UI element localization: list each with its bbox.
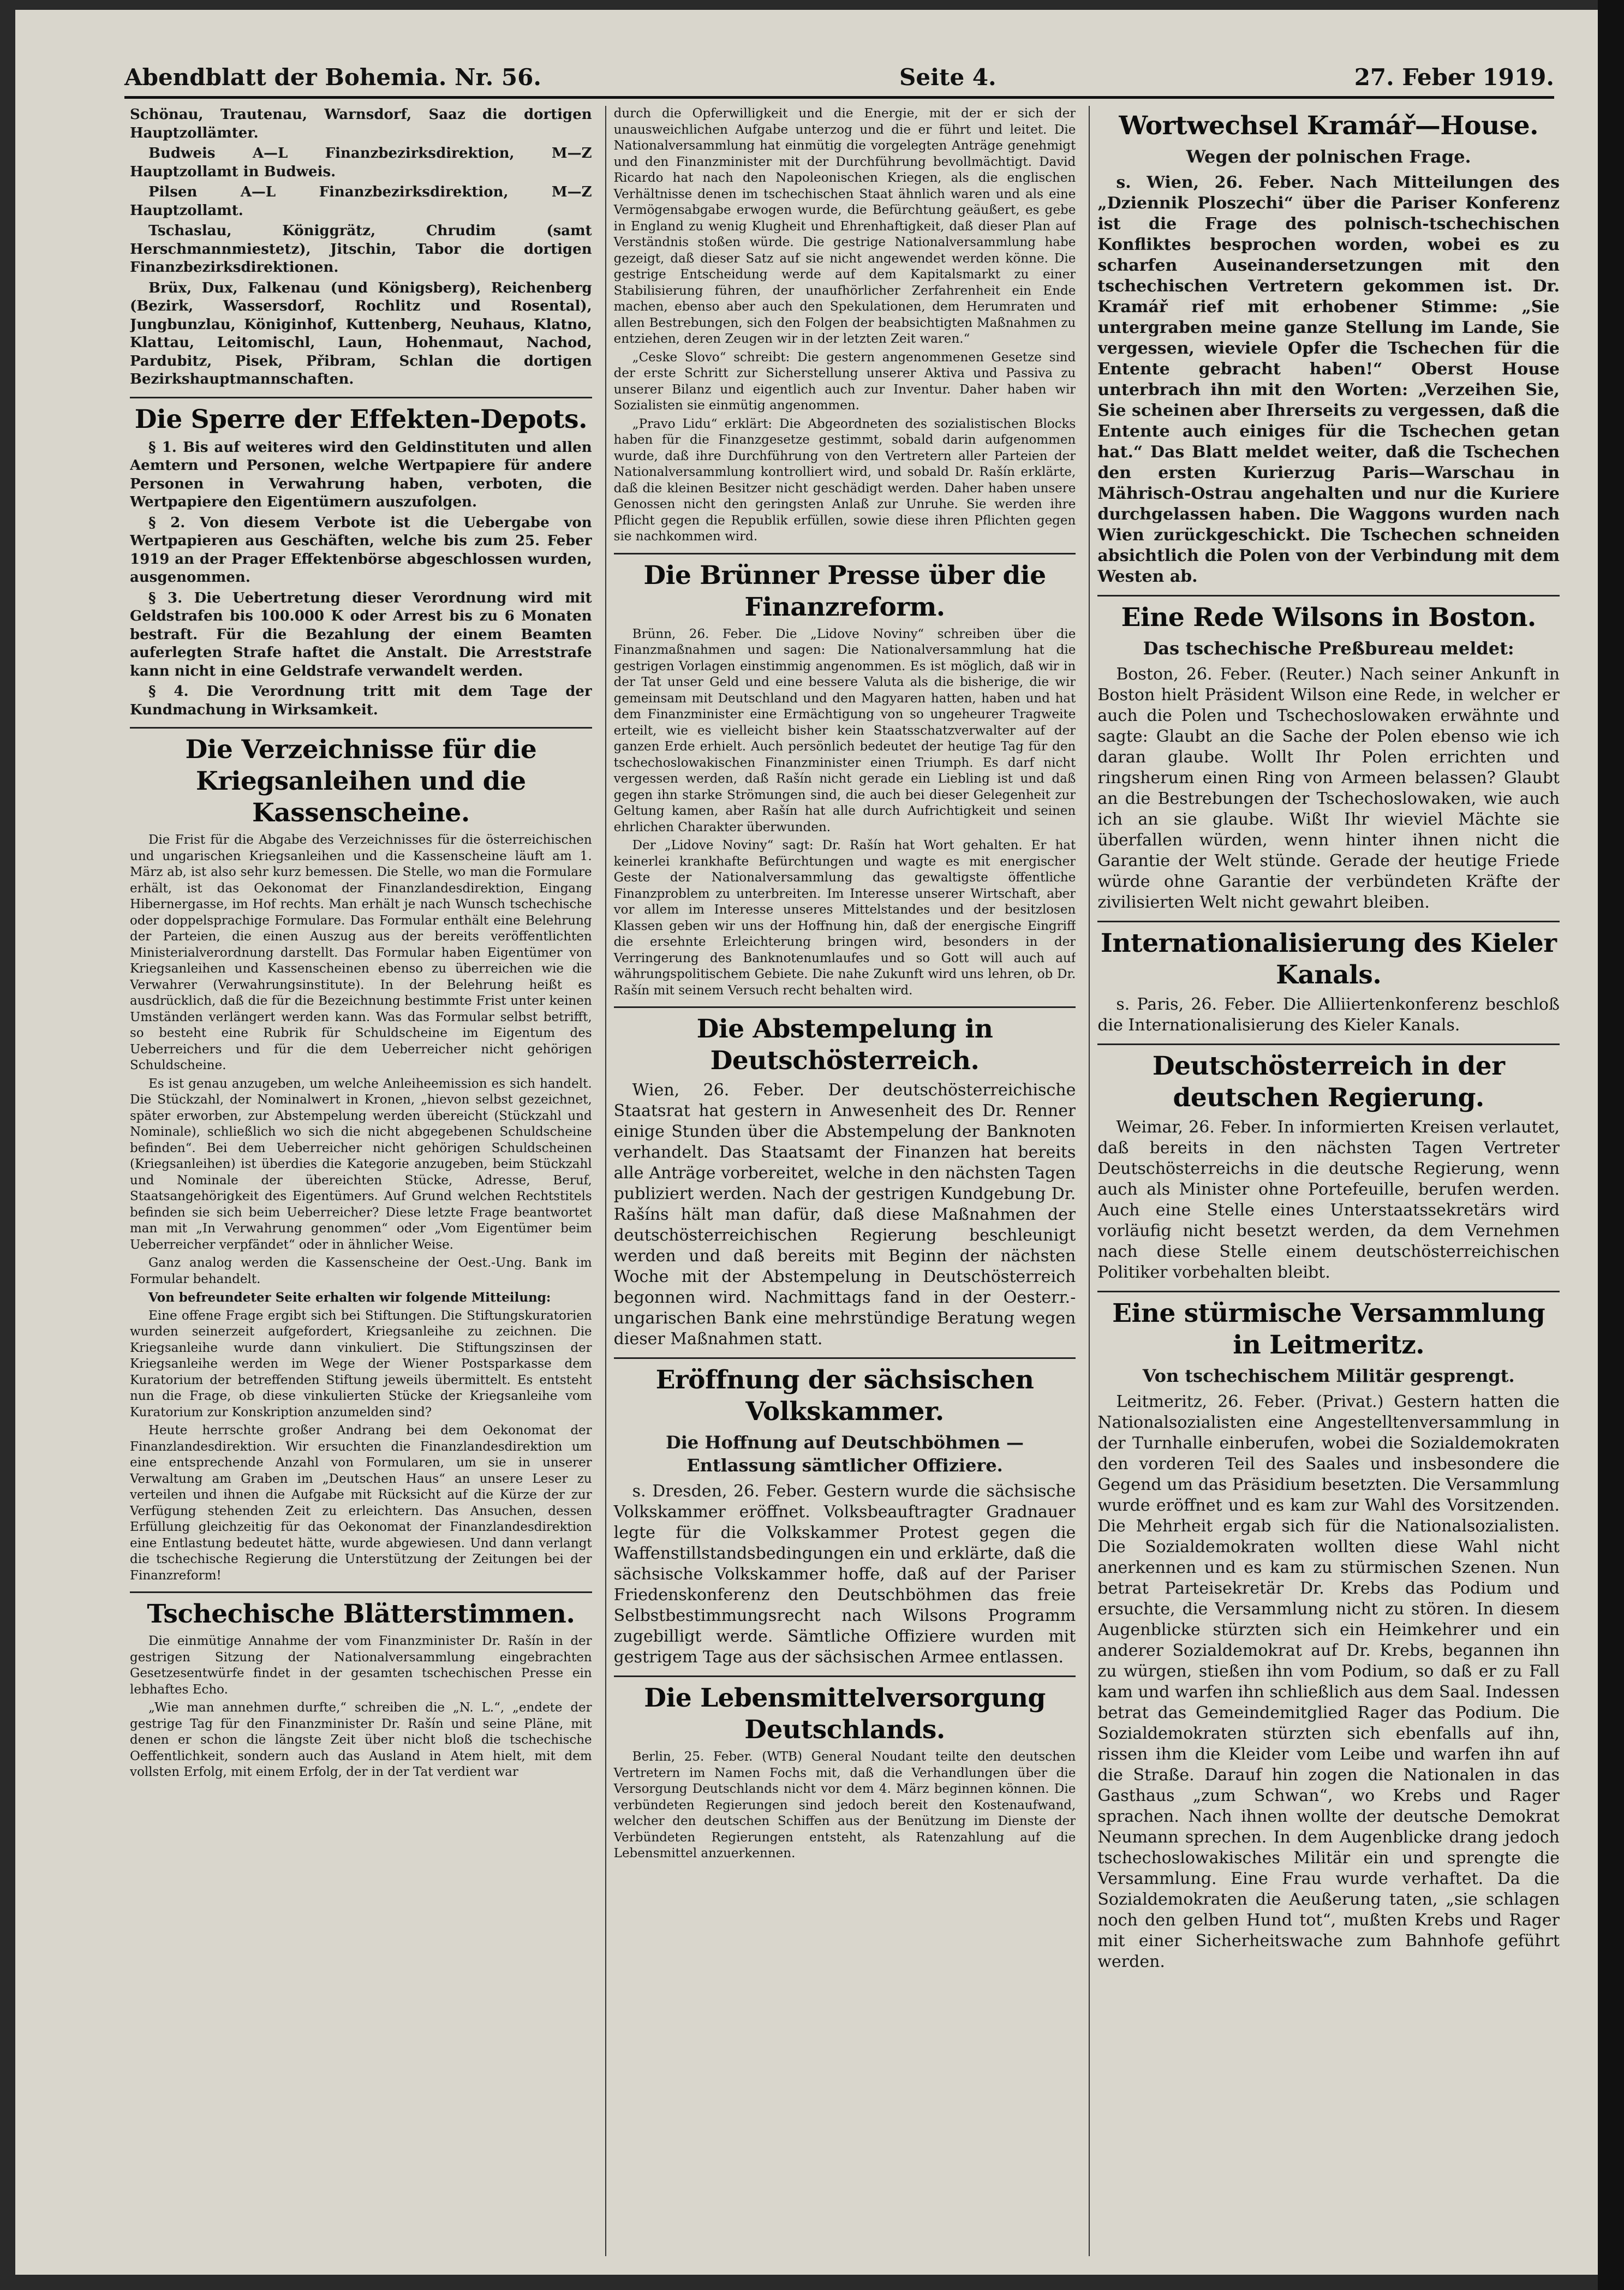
divider <box>130 397 592 398</box>
headline-tschechische-blaetter: Tschechische Blätterstimmen. <box>147 1599 575 1629</box>
divider <box>130 727 592 729</box>
divider <box>1097 1291 1560 1292</box>
intro-paragraph: Budweis A—L Finanzbezirksdirektion, M—Z Hauptzollamt in Budweis. <box>130 145 592 180</box>
header-page-number: Seite 4. <box>899 63 996 91</box>
headline-leitmeritz: Eine stürmische Versammlung in Leitmeritz. <box>1112 1298 1545 1360</box>
article-paragraph: Die einmütige Annahme der vom Finanzminister Dr. Rašín in der gestrigen Sitzung der Nationalversammlung eingebrachten Gesetzesentwürfe findet in der gesamten tschechischen Presse ein lebhaftes Echo. <box>130 1634 592 1697</box>
divider <box>614 553 1076 554</box>
divider <box>1097 921 1560 922</box>
divider <box>130 1591 592 1593</box>
article-paragraph: Brünn, 26. Feber. Die „Lidove Noviny“ schreiben über die Finanzmaßnahmen und sagen: Die Nationalversammlung hat die gestrigen Vorlagen einstimmig angenommen. Es ist möglich, daß wir in der Tat unser Geld und eine bessere Valuta als die bisherige, die wir gemeinsam mit Deutschland und den Magyaren hatten, haben und hat dem Finanzminister eine Ermächtigung von so ungeheurer Tragweite erteilt, wie es vielleicht bisher kein Staatsschatzverwalter auf der ganzen Erde erhielt. Auch persönlich bedeutet der heutige Tag für den tschechoslowakischen Finanzminister einen Triumph. Es darf nicht vergessen werden, daß Rašín nicht gerade ein Liebling ist und daß gegen ihn starke Strömungen sind, die auch bei dieser Gelegenheit zur Geltung kamen, aber Rašín hat alle durch Aufrichtigkeit und seinen ehrlichen Charakter überwunden. <box>613 627 1076 834</box>
header-masthead: Abendblatt der Bohemia. Nr. 56. <box>124 63 541 91</box>
article-paragraph: Es ist genau anzugeben, um welche Anleiheemission es sich handelt. Die Stückzahl, der Nominalwert in Kronen, „hievon selbst gezeichnet, später erworben, zur Abstempelung werden übereicht (Stückzahl und Nominale), schließlich wo sich die nicht abgegebenen Schuldscheine befinden“. Bei dem Ueberreicher nicht gehörigen Schuldscheinen (Kriegsanleihen) ist überdies die Kategorie anzugeben, beim Stückzahl und Nominale der übereichten Stücke, Adresse, Beruf, Staatsangehörigkeit des Eigentümers. Auf Grund welchen Rechtstitels befinden sie sich beim Ueberreicher? Diese letzte Frage beantwortet man mit „In Verwahrung genommen“ oder „Vom Eigentümer beim Ueberreicher verpfändet“ oder in ähnlicher Weise. <box>130 1076 592 1252</box>
divider <box>1097 595 1560 597</box>
article-paragraph: § 3. Die Uebertretung dieser Verordnung wird mit Geldstrafen bis 100.000 K oder Arrest bis zu 6 Monaten bestraft. Für die Bezahlung der einem Beamten auferlegten Strafe haftet die Anstalt. Die Arreststrafe kann nicht in eine Geldstrafe verwandelt werden. <box>130 589 592 679</box>
article-paragraph: „Pravo Lidu“ erklärt: Die Abgeordneten des sozialistischen Blocks haben für die Finanzgesetze gestimmt, sobald darin aufgenommen wurde, daß ihre Durchführung von den Vertretern aller Parteien der Nationalversammlung kontrolliert wird, und sobald Dr. Rašín erklärte, daß die kleinen Besitzer nicht geschädigt werden. Daher haben unsere Genossen nicht den geringsten Anlaß zur Unruhe. Sie werden ihre Pflicht gegen die Republik erfüllen, sowie diese ihren Pflichten gegen sie nachkommen wird. <box>613 416 1076 544</box>
subheadline: Wegen der polnischen Frage. <box>1186 146 1471 167</box>
subheadline: Das tschechische Preßbureau meldet: <box>1143 638 1514 659</box>
divider <box>614 1357 1076 1359</box>
article-paragraph: Der „Lidove Noviny“ sagt: Dr. Rašín hat Wort gehalten. Er hat keinerlei krankhafte Befürchtungen und wagte es mit energischer Geste der Nationalversammlung das gewaltigste öffentliche Finanzproblem zu unterbreiten. Im Interesse unserer Wirtschaft, aber vor allem im Interesse unseres Mittelstandes und der besitzlosen Klassen geben wir uns der Hoffnung hin, daß der energische Eingriff die ersehnte Erleichterung bringen wird, besonders in der Verringerung des Banknotenumlaufes und so Gott will auch auf währungspolitischem Gebiete. Die nahe Zukunft wird uns lehren, ob Dr. Rašín mit seinem Versuch recht behalten wird. <box>613 838 1076 998</box>
divider <box>614 1006 1076 1008</box>
intro-paragraph: Schönau, Trautenau, Warnsdorf, Saaz die dortigen Hauptzollämter. <box>130 106 592 141</box>
article-paragraph: Berlin, 25. Feber. (WTB) General Noudant teilte den deutschen Vertretern im Namen Fochs mit, daß die Verhandlungen über die Versorgung Deutschlands nicht vor dem 4. März beginnen können. Die verbündeten Regierungen sind jedoch bereit den Kostenaufwand, welcher den deutschen Schiffen aus der Benützung im Dienste der Verbündeten Regierungen entsteht, als Ratenzahlung auf die Lebensmittel anzuerkennen. <box>613 1750 1076 1860</box>
intro-paragraph: Pilsen A—L Finanzbezirksdirektion, M—Z Hauptzollamt. <box>130 184 592 219</box>
headline-abstempelung: Die Abstempelung in Deutschösterreich. <box>696 1014 993 1076</box>
headline-saechsische-volkskammer: Eröffnung der sächsischen Volkskammer. <box>655 1365 1034 1427</box>
article-paragraph: Die Frist für die Abgabe des Verzeichnisses für die österreichischen und ungarischen Kriegsanleihen und die Kassenscheine läuft am 1. März ab, ist also sehr kurz bemessen. Die Stelle, wo man die Formulare erhält, ist das Oekonomat der Finanzlandesdirektion, Eingang Hibernergasse, im Hof rechts. Man erhält je nach Wunsch tschechische oder doppelsprachige Formulare. Das Formular enthält eine Belehrung der Parteien, die einen Auszug aus der bereits veröffentlichten Ministerialverordnung darstellt. Das Formular haben Eigentümer von Kriegsanleihen und Kassenscheinen ebenso zu überreichen wie die Verwahrer (Verwahrungsinstitute). In der Belehrung heißt es ausdrücklich, daß die für die Bezeichnung bestimmte Frist unter keinen Umständen verlängert werden kann. Was das Formular selbst betrifft, so besteht eine Rubrik für Schuldscheine im Eigentum des Ueberreichers und für die dem Ueberreicher nicht gehörigen Schuldscheine. <box>130 833 592 1072</box>
article-paragraph: Ganz analog werden die Kassenscheine der Oest.-Ung. Bank im Formular behandelt. <box>130 1256 592 1286</box>
article-paragraph: „Wie man annehmen durfte,“ schreiben die „N. L.“, „endete der gestrige Tag für den Finanzminister Dr. Rašín und seine Pläne, mit denen er schon die längste Zeit über nicht bloß die tschechische Oeffentlichkeit, sondern auch das Ausland in Atem hielt, mit dem vollsten Erfolg, mit einem Erfolg, der in der Tat verdient war <box>130 1701 592 1779</box>
article-paragraph: s. Dresden, 26. Feber. Gestern wurde die sächsische Volkskammer eröffnet. Volksbeauftragter Gradnauer legte für die Volkskammer Protest gegen die Waffenstillstandsbedingungen ein und erklärte, daß die sächsische Volkskammer hoffe, daß auf der Pariser Friedenskonferenz den Deutschböhmen das freie Selbstbestimmungsrecht nach Wilsons Programm zugebilligt werde. Sämtliche Offiziere wurden mit gestrigem Tage aus der sächsischen Armee entlassen. <box>613 1482 1076 1667</box>
divider <box>614 1675 1076 1677</box>
article-paragraph: s. Paris, 26. Feber. Die Alliiertenkonferenz beschloß die Internationalisierung des Kieler Kanals. <box>1097 995 1560 1035</box>
article-paragraph: durch die Opferwilligkeit und die Energie, mit der er sich der unausweichlichen Aufgabe unterzog und die er führt und leitet. Die Nationalversammlung hat einmütig die vorgelegten Anträge genehmigt und den Finanzminister mit der Durchführung bevollmächtigt. David Ricardo hat nach den Napoleonischen Kriegen, als die englischen Verhältnisse denen im tschechischen Staat ähnlich waren und als eine Vermögensabgabe erwogen wurde, die Befürchtung geäußert, es gebe in England zu wenig Klugheit und Ehrenhaftigkeit, daß dieser Plan auf Verständnis stoßen würde. Die gestrige Nationalversammlung habe gezeigt, daß dieser Satz auf sie nicht angewendet werden könne. Die gestrige Entscheidung werde auf dem Kapitalsmarkt zu einer Stabilisierung führen, der unaufhörlicher Zerfahrenheit ein Ende machen, ebenso aber auch den Spekulationen, dem Herumraten und allen Bestrebungen, sich den Folgen der beabsichtigten Maßnahmen zu entziehen, deren Zeugen wir in der letzten Zeit waren.“ <box>613 106 1076 346</box>
headline-lebensmittelversorgung: Die Lebensmittelversorgung Deutschlands. <box>644 1683 1046 1745</box>
article-paragraph: § 2. Von diesem Verbote ist die Uebergabe von Wertpapieren aus Geschäften, welche bis zum 25. Feber 1919 an der Prager Effektenbörse abgeschlossen wurden, ausgenommen. <box>130 514 592 586</box>
header-date: 27. Feber 1919. <box>1354 63 1554 91</box>
article-paragraph: Leitmeritz, 26. Feber. (Privat.) Gestern hatten die Nationalsozialisten eine Angestelltenversammlung in der Turnhalle einberufen, wobei die Sozialdemokraten den vorderen Teil des Saales und insbesondere die Gegend um das Präsidium besetzten. Die Versammlung wurde eröffnet und es kam zur Wahl des Vorsitzenden. Die Mehrheit ergab sich für die Nationalsozialisten. Die Sozialdemokraten wollten diese Wahl nicht anerkennen und es kam zu stürmischen Szenen. Nun betrat Parteisekretär Dr. Krebs das Podium und ersuchte, die Versammlung nicht zu stören. In diesem Augenblicke stürzten sich ein Heimkehrer und ein anderer Sozialdemokrat auf Dr. Krebs, begannen ihn zu würgen, stießen ihn vom Podium, so daß er zu Fall kam und warfen ihn schließlich aus dem Saal. Indessen betrat das Gemeindemitglied Rager das Podium. Die Sozialdemokraten stürzten sich ebenfalls auf ihn, rissen ihm die Kleider vom Leibe und warfen ihn auf die Straße. Darauf hin zogen die Nationalen in das Gasthaus „zum Schwan“, wo Krebs und Rager sprachen. Nach ihnen wollte der deutsche Demokrat Neumann sprechen. In dem Augenblicke drang jedoch tschechoslowakisches Militär ein und sprengte die Versammlung. Eine Frau wurde verhaftet. Da die Sozialdemokraten die Aeußerung taten, „sie schlagen noch den gelben Hund tot“, mußten Krebs und Rager mit einer Sicherheitswache zum Bahnhofe geführt werden. <box>1097 1392 1560 1971</box>
newspaper-page <box>15 10 1598 2275</box>
headline-deutschoesterreich-regierung: Deutschösterreich in der deutschen Regierung. <box>1152 1051 1505 1113</box>
running-header <box>124 58 1554 99</box>
article-paragraph: „Ceske Slovo“ schreibt: Die gestern angenommenen Gesetze sind der erste Schritt zur Sicherstellung unserer Aktiva und Passiva zu unserer Bilanz und eigentlich auch zur Inventur. Daher haben wir Sozialisten sie einmütig angenommen. <box>613 350 1076 413</box>
article-paragraph: s. Wien, 26. Feber. Nach Mitteilungen des „Dziennik Ploszechi“ über die Pariser Konferenz ist die Frage des polnisch-tschechischen Konfliktes besprochen worden, wobei es zu scharfen Auseinandersetzungen mit den tschechischen Vertretern gekommen ist. Dr. Kramář rief mit erhobener Stimme: „Sie untergraben meine ganze Stellung im Lande, Sie vergessen, wieviele Opfer die Tschechen für die Entente gebracht haben!“ Oberst House unterbrach ihn mit den Worten: „Verzeihen Sie, Sie scheinen aber Ihrerseits zu vergessen, daß die Entente auch einiges für die Tschechen getan hat.“ Das Blatt meldet weiter, daß die Tschechen den ersten Kurierzug Paris—Warschau in Mährisch-Ostrau angehalten und nur die Kuriere durchgelassen haben. Die Waggons wurden nach Wien zurückgeschickt. Die Tschechen schneiden absichtlich die Polen von der Verbindung mit dem Westen ab. <box>1097 173 1560 586</box>
article-paragraph: Eine offene Frage ergibt sich bei Stiftungen. Die Stiftungskuratorien wurden seinerzeit aufgefordert, Kriegsanleihe zu zeichnen. Die Kriegsanleihe wurde dann vinkuliert. Die Stiftungszinsen der Kriegsanleihe werden im Wege der Wiener Postsparkasse dem Kuratorium der betreffenden Stiftung jeweils übermittelt. Es entsteht nun die Frage, ob diese vinkulierten Stücke der Kriegsanleihe vom Kuratorium zur Konskription anzumelden sind? <box>130 1308 592 1420</box>
headline-kieler-kanal: Internationalisierung des Kieler Kanals. <box>1100 928 1557 990</box>
column-2 <box>605 106 1076 2256</box>
headline-bruenner-presse: Die Brünner Presse über die Finanzreform. <box>643 560 1046 622</box>
headline-wilson-boston: Eine Rede Wilsons in Boston. <box>1121 603 1536 633</box>
headline-verzeichnisse: Die Verzeichnisse für die Kriegsanleihen und die Kassenscheine. <box>185 735 537 828</box>
subheadline: Die Hoffnung auf Deutschböhmen — Entlassung sämtlicher Offiziere. <box>666 1432 1024 1476</box>
intro-paragraph: Brüx, Dux, Falkenau (und Königsberg), Reichenberg (Bezirk, Wassersdorf, Rochlitz und Rosental), Jungbunzlau, Königinhof, Kuttenberg, Neuhaus, Klatno, Klattau, Leitomischl, Laun, Hohenmaut, Nachod, Pardubitz, Pisek, Přibram, Schlan die dortigen Bezirkshauptmannschaften. <box>130 279 592 387</box>
scan-edge <box>1598 0 1624 2290</box>
columns <box>130 106 1560 2256</box>
headline-effekten-sperre: Die Sperre der Effekten-Depots. <box>134 404 587 434</box>
subheadline: Von tschechischem Militär gesprengt. <box>1142 1365 1515 1386</box>
article-paragraph: § 4. Die Verordnung tritt mit dem Tage der Kundmachung in Wirksamkeit. <box>130 683 592 718</box>
intro-paragraph: Tschaslau, Königgrätz, Chrudim (samt Herschmannmiestetz), Jitschin, Tabor die dortigen Finanzbezirksdirektionen. <box>130 223 592 276</box>
article-paragraph: Von befreundeter Seite erhalten wir folgende Mitteilung: <box>148 1290 551 1305</box>
article-paragraph: Heute herrschte großer Andrang bei dem Oekonomat der Finanzlandesdirektion. Wir ersuchten die Finanzlandesdirektion um eine entsprechende Anzahl von Formularen, um sie in unserer Verwaltung am Graben im „Deutschen Haus“ an unsere Leser zu verteilen und ihnen die Aufgabe mit Rücksicht auf die Kürze der zur Verfügung stehenden Zeit zu erleichtern. Das Ansuchen, dessen Erfüllung gleichzeitig für das Oekonomat der Finanzlandesdirektion eine Entlastung bedeutet hätte, wurde abgewiesen. Und dann verlangt die tschechische Regierung die Unterstützung der Zeitungen bei der Finanzreform! <box>130 1423 592 1583</box>
divider <box>1097 1043 1560 1045</box>
article-paragraph: Wien, 26. Feber. Der deutschösterreichische Staatsrat hat gestern in Anwesenheit des Dr. Renner einige Stunden über die Abstempelung der Banknoten verhandelt. Das Staatsamt der Finanzen hat bereits alle Anträge vorbereitet, welche in den nächsten Tagen publiziert werden. Nach der gestrigen Kundgebung Dr. Rašíns hält man dafür, daß diese Maßnahmen der deutschösterreichischen Regierung beschleunigt werden und daß bereits mit Beginn der nächsten Woche mit der Abstempelung in Deutschösterreich begonnen wird. Nachmittags fand in der Oesterr.-ungarischen Bank eine mehrstündige Beratung wegen dieser Maßnahmen statt. <box>613 1081 1076 1349</box>
headline-kramar-house: Wortwechsel Kramář—House. <box>1119 111 1539 141</box>
article-paragraph: § 1. Bis auf weiteres wird den Geldinstituten und allen Aemtern und Personen, welche Wertpapiere für andere Personen in Verwahrung haben, verboten, die Wertpapiere den Eigentümern auszufolgen. <box>130 439 592 510</box>
article-paragraph: Weimar, 26. Feber. In informierten Kreisen verlautet, daß bereits in den nächsten Tagen Vertreter Deutschösterreichs in die deutsche Regierung, wenn auch als Minister ohne Portefeuille, berufen werden. Auch eine Stelle eines Unterstaatssekretärs wird vorläufig nicht besetzt werden, da dem Vernehmen nach diese Stelle einem deutschösterreichischen Politiker vorbehalten bleibt. <box>1097 1118 1560 1282</box>
column-1 <box>130 106 592 2256</box>
column-3 <box>1089 106 1560 2256</box>
article-paragraph: Boston, 26. Feber. (Reuter.) Nach seiner Ankunft in Boston hielt Präsident Wilson eine Rede, in welcher er auch die Polen und Tschechoslowaken erwähnte und sagte: Glaubt an die Sache der Polen ebenso wie ich daran glaube. Wollt Ihr Polen errichten und ringsherum einen Ring von Armeen belassen? Glaubt an die Bestrebungen der Tschechoslowaken, wie auch ich an sie glaube. Wißt Ihr wieviel Mächte sie überfallen würden, wenn hinter ihnen nicht die Garantie der Welt stünde. Gerade der heutige Friede würde ohne Garantie der verbündeten Kräfte der zivilisierten Welt nicht gewahrt bleiben. <box>1097 665 1560 912</box>
